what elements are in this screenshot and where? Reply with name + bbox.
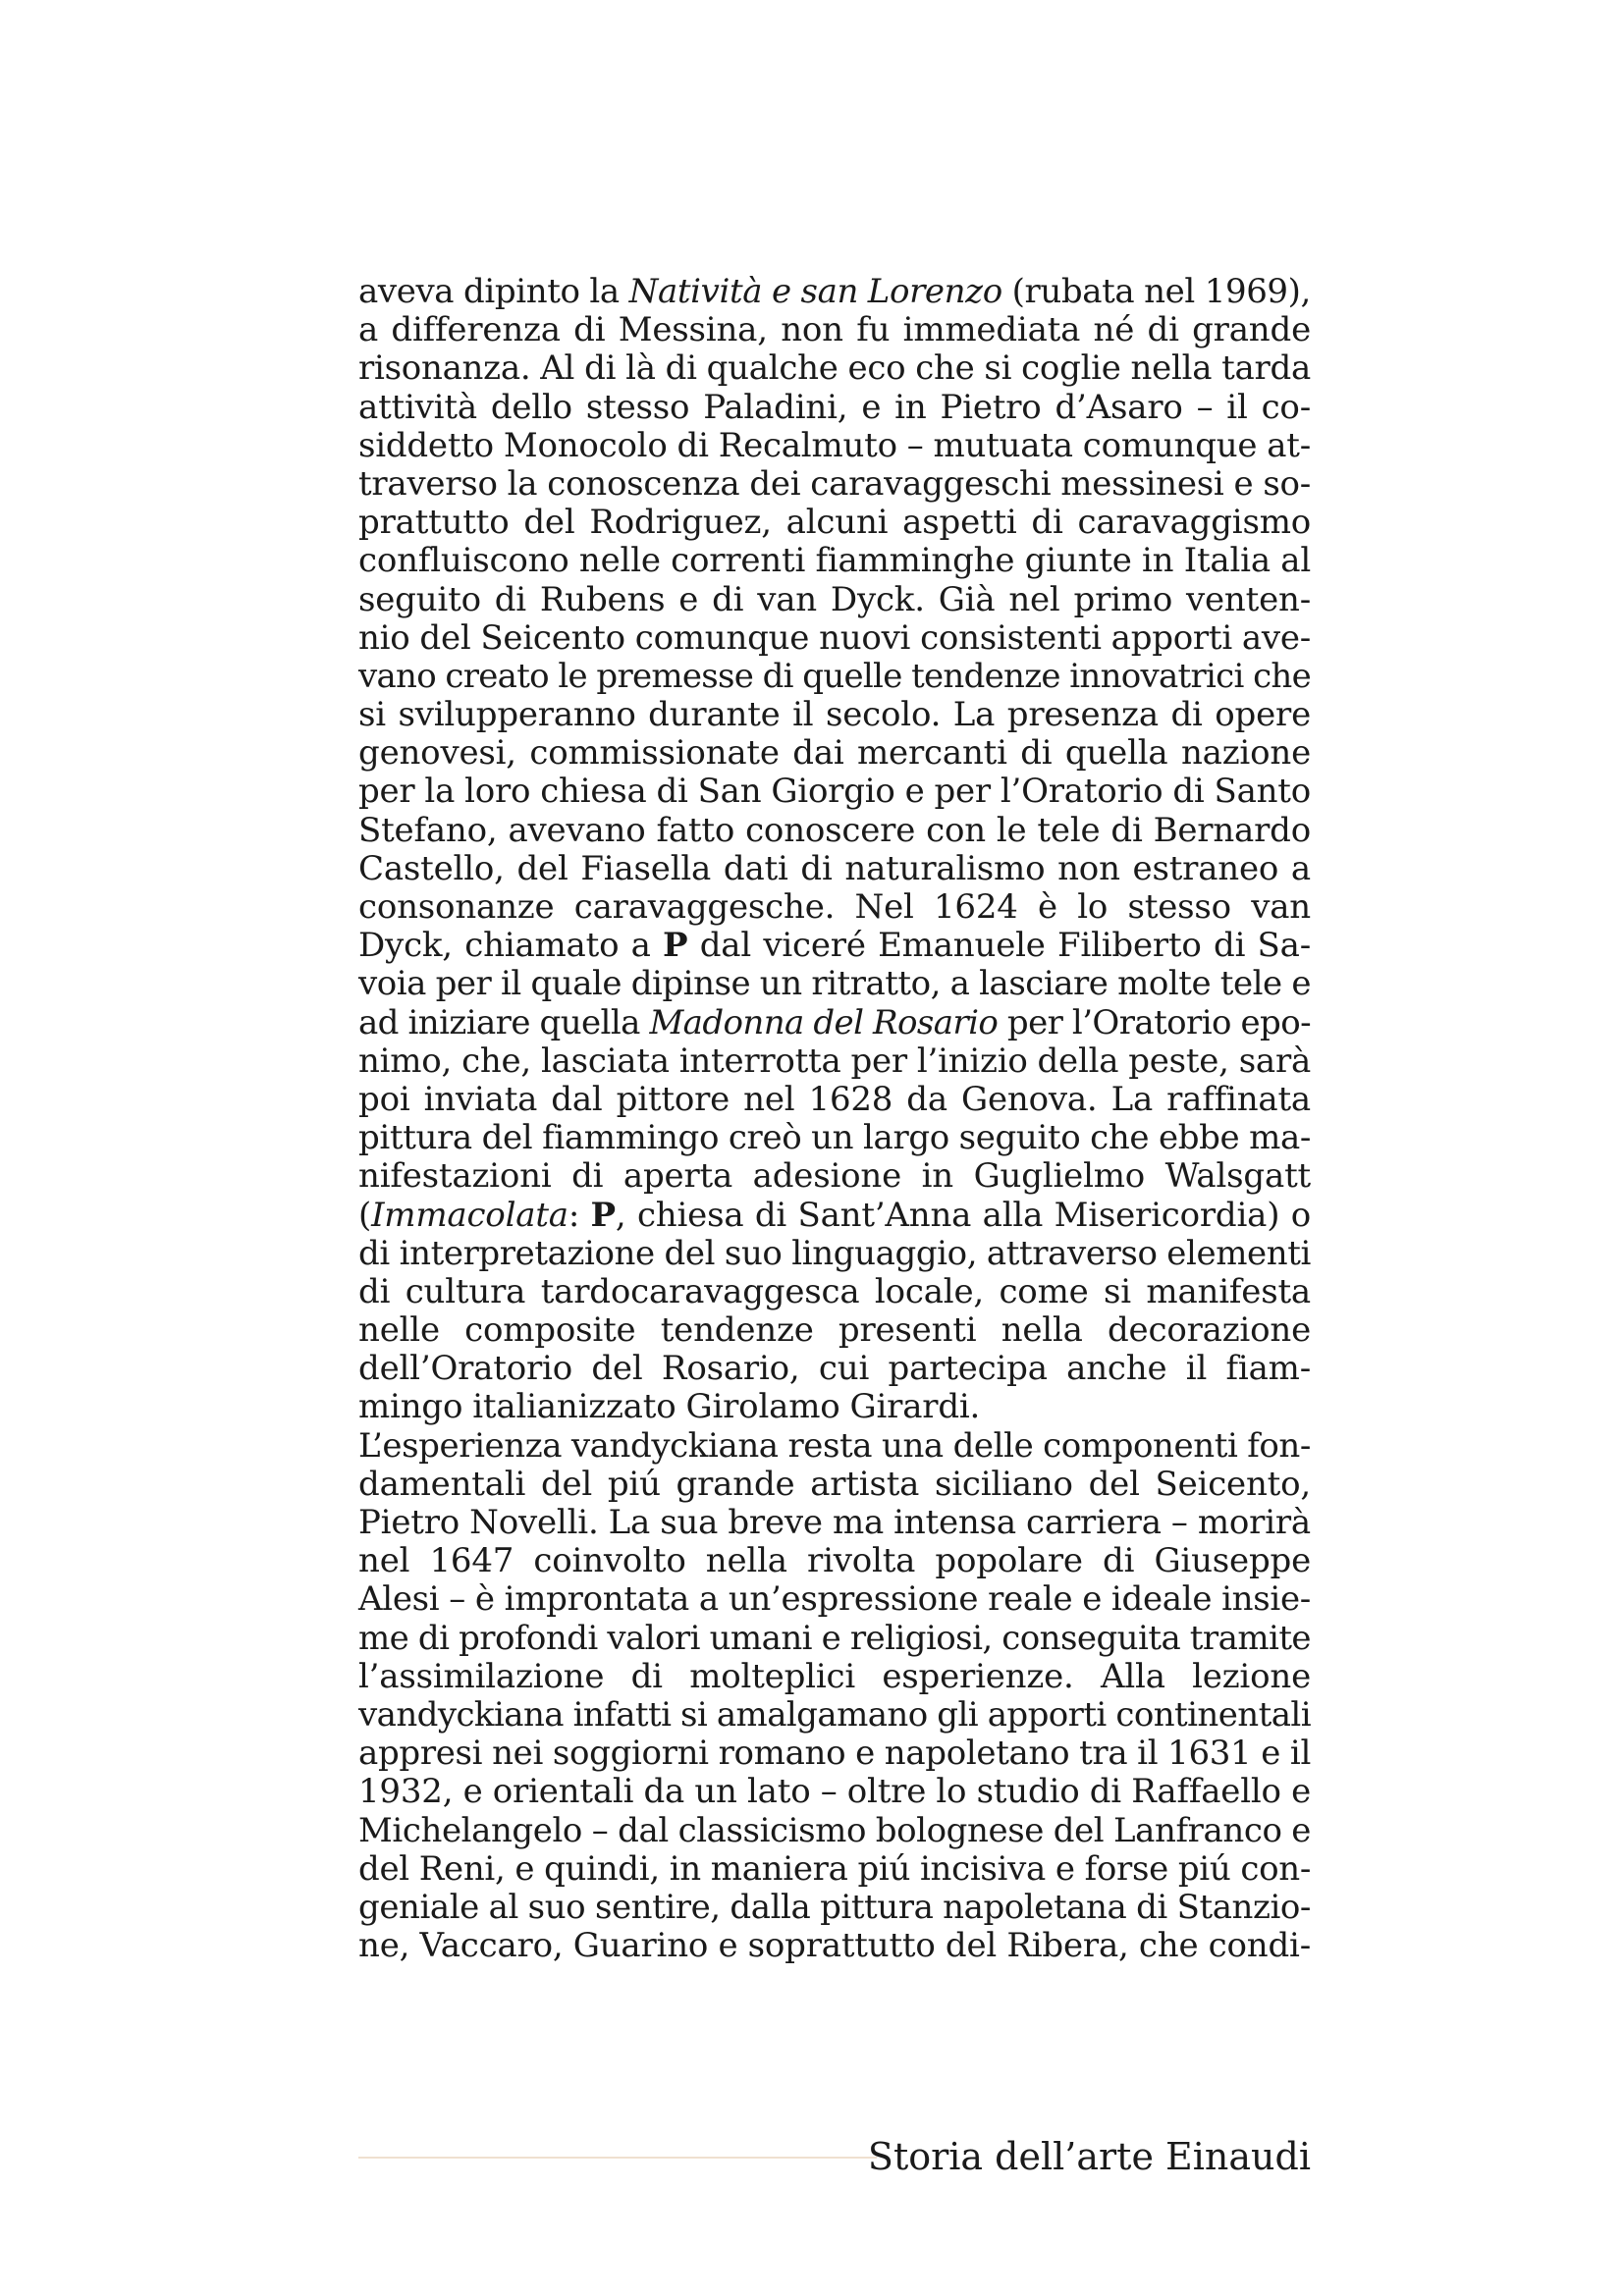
text-line [358,349,1311,388]
text-segment: nimo, che, lasciata interrotta per l’inizio della peste, sarà [358,1041,1311,1081]
text-line [358,1388,1311,1426]
text-line [358,581,1311,619]
text-segment: me di profondi valori umani e religiosi, conseguita tramite [358,1618,1311,1658]
text-segment: voia per il quale dipinse un ritratto, a lasciare molte tele e [358,964,1311,1004]
text-segment: dell’Oratorio del Rosario, cui partecipa anche il fiam- [358,1349,1311,1389]
text-line [358,658,1311,696]
text-line [358,773,1311,811]
text-segment: aveva dipinto la [358,272,629,311]
text-line [358,273,1311,311]
text-segment: ad iniziare quella [358,1002,650,1042]
text-line [358,812,1311,850]
text-segment: geniale al suo sentire, dalla pittura napoletana di Stanzio- [358,1887,1311,1927]
text-segment: del Reni, e quindi, in maniera piú incisiva e forse piú con- [358,1848,1311,1889]
text-line [358,311,1311,349]
text-line [358,850,1311,888]
text-segment: a differenza di Messina, non fu immediata né di grande [358,310,1311,350]
text-line [358,389,1311,427]
text-line [358,1542,1311,1580]
text-line [358,542,1311,580]
text-segment: per la loro chiesa di San Giorgio e per l’Oratorio di Santo [358,772,1311,812]
text-segment: mingo italianizzato Girolamo Girardi. [358,1387,981,1427]
text-segment: 1932, e orientali da un lato – oltre lo studio di Raffaello e [358,1772,1311,1812]
text-line [358,1197,1311,1235]
text-segment: nelle composite tendenze presenti nella decorazione [358,1310,1311,1351]
text-line [358,1273,1311,1311]
text-segment: seguito di Rubens e di van Dyck. Già nel primo venten- [358,579,1311,619]
italic-text: Madonna del Rosario [649,1002,999,1042]
text-line [358,1119,1311,1157]
text-line [358,1850,1311,1889]
text-segment: Dyck, chiamato a [358,926,664,966]
text-line [358,1620,1311,1658]
text-line [358,504,1311,542]
text-line [358,1350,1311,1388]
text-line [358,1812,1311,1850]
text-segment: damentali del piú grande artista siciliano del Seicento, [358,1464,1311,1504]
text-segment: pittura del fiammingo creò un largo seguito che ebbe ma- [358,1118,1311,1158]
text-segment: (rubata nel 1969), [1001,272,1311,311]
text-segment: Castello, del Fiasella dati di naturalismo non estraneo a [358,848,1311,888]
text-segment: consonanze caravaggesche. Nel 1624 è lo stesso van [358,887,1311,927]
italic-text: Immacolata [371,1195,568,1235]
text-segment: , chiesa di Sant’Anna alla Misericordia) o [615,1195,1311,1235]
text-line [358,1311,1311,1350]
text-line [358,427,1311,465]
italic-text: Natività e san Lorenzo [628,272,1002,311]
text-segment: l’assimilazione di molteplici esperienze. Alla lezione [358,1656,1311,1696]
text-line [358,1081,1311,1119]
text-line [358,1889,1311,1927]
page-footer [358,2132,1311,2181]
text-segment: ne, Vaccaro, Guarino e soprattutto del Ribera, che condi- [358,1926,1311,1966]
text-line [358,1004,1311,1042]
text-segment: Pietro Novelli. La sua breve ma intensa carriera – morirà [358,1503,1311,1542]
bold-text: P [590,1195,616,1235]
text-segment: vano creato le premesse di quelle tendenze innovatrici che [358,656,1311,696]
text-segment: L’esperienza vandyckiana resta una delle componenti fon- [358,1425,1311,1466]
text-segment: confluiscono nelle correnti fiamminghe giunte in Italia al [358,541,1311,581]
footer-rule [358,2157,877,2159]
text-segment: vandyckiana infatti si amalgamano gli apporti continentali [358,1694,1311,1735]
text-line [358,927,1311,965]
text-segment: Alesi – è improntata a un’espressione reale e ideale insie- [358,1579,1311,1620]
text-segment: : [568,1195,591,1235]
body-text [358,273,1311,1965]
text-segment: poi inviata dal pittore nel 1628 da Genova. La raffinata [358,1079,1311,1119]
text-segment: traverso la conoscenza dei caravaggeschi messinesi e so- [358,463,1311,504]
text-segment: risonanza. Al di là di qualche eco che si coglie nella tarda [358,348,1311,389]
text-segment: Stefano, avevano fatto conoscere con le tele di Bernardo [358,810,1311,850]
text-segment: di cultura tardocaravaggesca locale, come si manifesta [358,1271,1311,1311]
text-segment: dal viceré Emanuele Filiberto di Sa- [687,926,1311,966]
text-line [358,1042,1311,1081]
text-line [358,1658,1311,1696]
text-segment: di interpretazione del suo linguaggio, attraverso elementi [358,1233,1311,1273]
bold-text: P [663,926,688,966]
text-line [358,888,1311,927]
text-segment: siddetto Monocolo di Recalmuto – mutuata comunque at- [358,425,1311,465]
text-line [358,965,1311,1003]
text-line [358,1427,1311,1466]
text-line [358,1235,1311,1273]
text-line [358,1773,1311,1811]
text-line [358,1735,1311,1773]
text-line [358,1696,1311,1735]
text-segment: si svilupperanno durante il secolo. La presenza di opere [358,695,1311,735]
text-line [358,1504,1311,1542]
text-segment: nio del Seicento comunque nuovi consistenti apporti ave- [358,617,1311,658]
text-line [358,1157,1311,1196]
text-segment: nifestazioni di aperta adesione in Guglielmo Walsgatt [358,1156,1311,1197]
text-segment: nel 1647 coinvolto nella rivolta popolare di Giuseppe [358,1541,1311,1581]
text-line [358,696,1311,734]
footer-title: Storia dell’arte Einaudi [867,2135,1311,2178]
text-segment: appresi nei soggiorni romano e napoletano tra il 1631 e il [358,1734,1311,1774]
text-segment: per l’Oratorio epo- [998,1002,1311,1042]
text-segment: attività dello stesso Paladini, e in Pietro d’Asaro – il co- [358,387,1311,427]
text-segment: ( [358,1195,372,1235]
text-segment: Michelangelo – dal classicismo bolognese del Lanfranco e [358,1810,1311,1850]
text-line [358,734,1311,773]
text-segment: genovesi, commissionate dai mercanti di quella nazione [358,733,1311,774]
text-line [358,1466,1311,1504]
text-line [358,619,1311,658]
text-line [358,465,1311,504]
text-segment: prattutto del Rodriguez, alcuni aspetti di caravaggismo [358,503,1311,543]
text-line [358,1580,1311,1619]
text-line [358,1927,1311,1965]
